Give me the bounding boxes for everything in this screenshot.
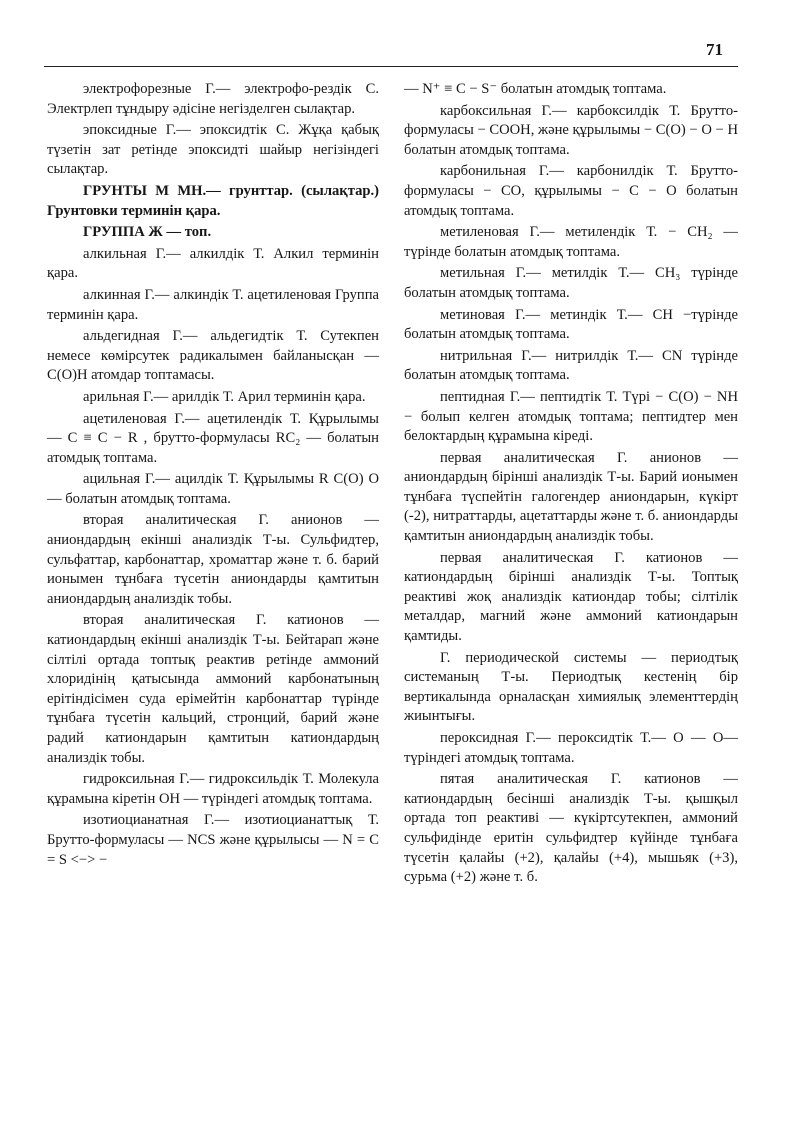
entry-electrophoresis: электрофорезные Г.— электрофо-рездік С. Электрлеп тұндыру әдісіне негізделген сылақтар.	[47, 81, 379, 117]
entry-nitrile: нитрильная Г.— нитрилдік Т.— СN түрінде болатын атомдық топтама.	[404, 347, 738, 384]
entry-peptide: пептидная Г.— пептидтік Т. Түрі − С(О) − NH − болып келген атомдық топтама; пептидтер мен белоктардың құрамына кіреді.	[404, 388, 738, 445]
entry-methine: метиновая Г.— метиндік Т.— СН −түрінде болатын атомдық топтама.	[404, 306, 738, 343]
entry-isothiocyanate: изотиоцианатная Г.— изотиоцианаттық Т. Брутто-формуласы — NCS және құрылысы — N = C = S <−> −	[47, 812, 379, 868]
entry-isothiocyanate-cont: — N⁺ ≡ C − S⁻ болатын атомдық топтама.	[404, 81, 667, 97]
entry-second-cations: вторая аналитическая Г. катионов — катиондардың екінші анализдік Т-ы. Бейтарап және сілтілі ортада топтық реактив ретінде аммоний хлоридінің қатысында аммоний карбонатының ерітіндісімен суда ерімейтін карбонаттар түрінде тұнбаға түсетін кальций, стронций, барий және радий катиондарын қамтитын катиондардың анализдік тобы.	[47, 612, 379, 766]
entry-gruppa: ГРУППА Ж — топ.	[83, 224, 212, 241]
entry-epoxy: эпоксидные Г.— эпоксидтік С. Жұқа қабық түзетін зат ретінде эпоксидті шайыр негізіндегі сылақтар.	[47, 122, 379, 178]
entry-alkyne: алкинная Г.— алкиндік Т. ацетиленовая Группа терминін қара.	[47, 286, 379, 323]
entry-methylene: метиленовая Г.— метилендік Т. − СН₂ — түрінде болатын атомдық топтама.	[404, 224, 738, 260]
entry-first-anions: первая аналитическая Г. анионов — аниондардың бірінші анализдік Т-ы. Барий ионымен тұнбаға түспейтін галогендер аниондарын, күкірт (-2), нитраттарды, ацетаттарды және т. б. аниондарды қамтитын аниондардың анализдік тобы.	[404, 449, 738, 545]
entry-alkyl: алкильная Г.— алкилдік Т. Алкил терминін қара.	[47, 245, 379, 282]
entry-hydroxyl: гидроксильная Г.— гидроксильдік Т. Молекула құрамына кіретін ОН — түріндегі атомдық топтама.	[47, 771, 379, 807]
right-column	[404, 80, 738, 890]
page-number: 71	[706, 40, 723, 59]
entry-acetylene: ацетиленовая Г.— ацетилендік Т. Құрылымы — С ≡ С − R , брутто-формуласы RC₂ — болатын атомдық топтама.	[47, 410, 379, 466]
header-rule	[44, 66, 738, 67]
entry-peroxide: пероксидная Г.— пероксидтік Т.— О — О— түріндегі атомдық топтама.	[404, 730, 738, 766]
entry-aldehyde: альдегидная Г.— альдегидтік Т. Сутекпен немесе көмірсутек радикалымен байланысқан — С(О)Н атомдар топтамасы.	[47, 328, 379, 384]
entry-carboxyl: карбоксильная Г.— карбоксилдік Т. Брутто-формуласы − СООН, және құрылымы − С(О) − О − Н болатын атомдық топтама.	[404, 102, 738, 158]
entry-second-anions: вторая аналитическая Г. анионов — аниондардың екінші анализдік Т-ы. Сульфидтер, сульфаттар, карбонаттар, хроматтар және т. б. барий ионымен тұнбаға түсетін аниондарды қамтитын аниондардың анализдік тобы.	[47, 512, 379, 607]
entry-methyl: метильная Г.— метилдік Т.— СН₃ түрінде болатын атомдық топтама.	[404, 265, 738, 301]
entry-aryl: арильная Г.— арилдік Т. Арил терминін қара.	[83, 388, 366, 405]
entry-first-cations: первая аналитическая Г. катионов — катиондардың бірінші анализдік Т-ы. Топтық реактиві жоқ анализдік катиондар тобы; сілтілік металдар, магний және аммоний катиондарын қамтиды.	[404, 549, 738, 645]
entry-fifth-cations: пятая аналитическая Г. катионов — катиондардың бесінші анализдік Т-ы. қышқыл ортада топ реактиві — күкіртсутекпен, аммоний сульфидінде еритін сульфидтер күйінде тұнбаға түсетін қалайы (+2), қалайы (+4), мышьяк (+3), сурьма (+2) және т. б.	[404, 771, 738, 886]
left-column	[47, 80, 379, 872]
entry-periodic-group: Г. периодической системы — периодтық системаның Т-ы. Периодтық кестенің бір вертикалында орналасқан химиялық элементтердің жиынтығы.	[404, 649, 738, 725]
entry-grunty: ГРУНТЫ М МН.— грунттар. (сылақтар.) Грунтовки терминін қара.	[47, 182, 379, 219]
entry-carbonyl: карбонильная Г.— карбонилдік Т. Брутто-формуласы − СО, құрылымы − С − О болатын атомдық топтама.	[404, 163, 738, 219]
entry-acyl: ацильная Г.— ацилдік Т. Құрылымы R C(O) O — болатын атомдық топтама.	[47, 471, 379, 507]
